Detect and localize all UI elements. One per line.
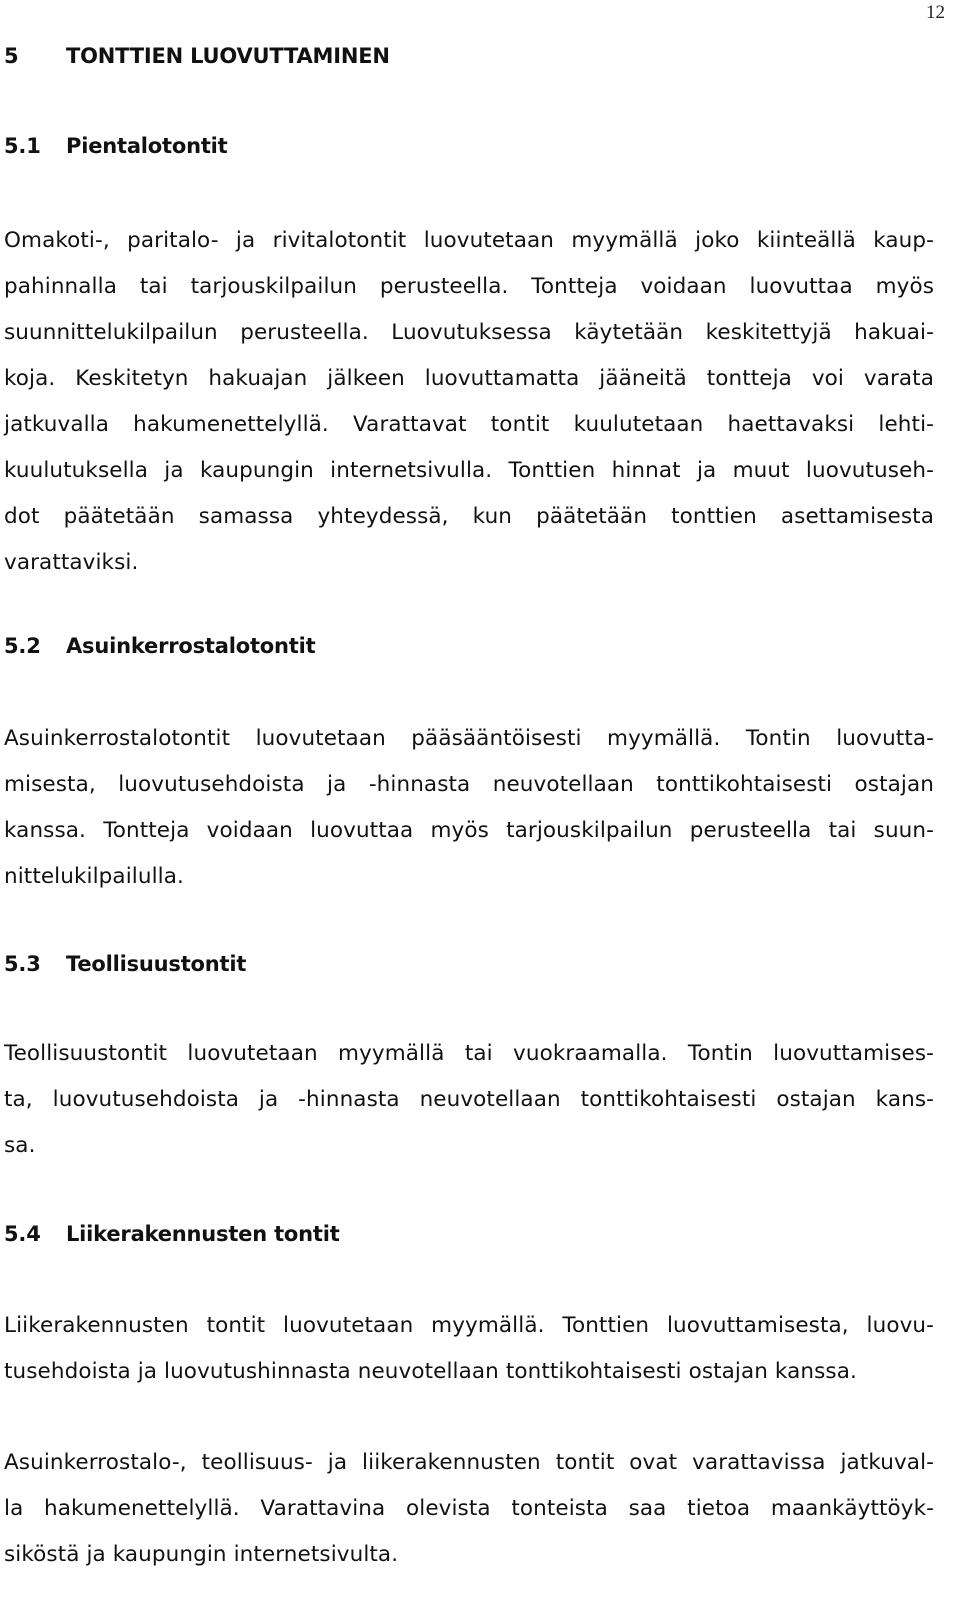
text-line: sa. xyxy=(4,1133,36,1158)
text-line: Omakoti-, paritalo- ja rivitalotontit luovutetaan myymällä joko kiinteällä kaup- xyxy=(4,228,934,253)
text-line: misesta, luovutusehdoista ja -hinnasta neuvotellaan tonttikohtaisesti ostajan xyxy=(4,772,934,797)
text-line: Asuinkerrostalotontit luovutetaan pääsääntöisesti myymällä. Tontin luovutta- xyxy=(4,726,934,751)
heading-number: 5.1 xyxy=(4,134,41,158)
heading-number: 5.4 xyxy=(4,1222,41,1246)
heading-title: Pientalotontit xyxy=(66,134,228,158)
section-heading-5-3 xyxy=(4,952,246,976)
section-heading-5 xyxy=(4,44,390,68)
heading-title: Teollisuustontit xyxy=(66,952,247,976)
heading-number: 5.2 xyxy=(4,634,41,658)
text-line: ta, luovutusehdoista ja -hinnasta neuvotellaan tonttikohtaisesti ostajan kans- xyxy=(4,1087,934,1112)
text-line: tusehdoista ja luovutushinnasta neuvotellaan tonttikohtaisesti ostajan kanssa. xyxy=(4,1359,857,1384)
paragraph-5-2 xyxy=(4,716,934,900)
paragraph-5-1 xyxy=(4,218,934,586)
section-heading-5-2 xyxy=(4,634,315,658)
text-line: Teollisuustontit luovutetaan myymällä tai vuokraamalla. Tontin luovuttamises- xyxy=(4,1041,934,1066)
heading-title: Liikerakennusten tontit xyxy=(66,1222,340,1246)
heading-title: Asuinkerrostalotontit xyxy=(66,634,316,658)
text-line: Liikerakennusten tontit luovutetaan myymällä. Tonttien luovuttamisesta, luovu- xyxy=(4,1313,934,1338)
paragraph-5-4-a xyxy=(4,1303,934,1395)
heading-title: TONTTIEN LUOVUTTAMINEN xyxy=(66,44,390,68)
text-line: kuulutuksella ja kaupungin internetsivulla. Tonttien hinnat ja muut luovutuseh- xyxy=(4,458,934,483)
text-line: kanssa. Tontteja voidaan luovuttaa myös tarjouskilpailun perusteella tai suun- xyxy=(4,818,934,843)
text-line: dot päätetään samassa yhteydessä, kun päätetään tonttien asettamisesta xyxy=(4,504,934,529)
section-heading-5-4 xyxy=(4,1222,340,1246)
text-line: Asuinkerrostalo-, teollisuus- ja liikerakennusten tontit ovat varattavissa jatkuval- xyxy=(4,1450,934,1475)
text-line: pahinnalla tai tarjouskilpailun perusteella. Tontteja voidaan luovuttaa myös xyxy=(4,274,934,299)
text-line: siköstä ja kaupungin internetsivulta. xyxy=(4,1542,399,1567)
text-line: varattaviksi. xyxy=(4,550,139,575)
text-line: koja. Keskitetyn hakuajan jälkeen luovuttamatta jääneitä tontteja voi varata xyxy=(4,366,934,391)
text-line: jatkuvalla hakumenettelyllä. Varattavat tontit kuulutetaan haettavaksi lehti- xyxy=(4,412,934,437)
text-line: suunnittelukilpailun perusteella. Luovutuksessa käytetään keskitettyjä hakuai- xyxy=(4,320,934,345)
text-line: la hakumenettelyllä. Varattavina olevista tonteista saa tietoa maankäyttöyk- xyxy=(4,1496,934,1521)
section-heading-5-1 xyxy=(4,134,228,158)
paragraph-5-4-b xyxy=(4,1440,934,1578)
paragraph-5-3 xyxy=(4,1031,934,1169)
page-number: 12 xyxy=(926,2,945,23)
heading-number: 5 xyxy=(4,44,19,68)
heading-number: 5.3 xyxy=(4,952,41,976)
text-line: nittelukilpailulla. xyxy=(4,864,184,889)
